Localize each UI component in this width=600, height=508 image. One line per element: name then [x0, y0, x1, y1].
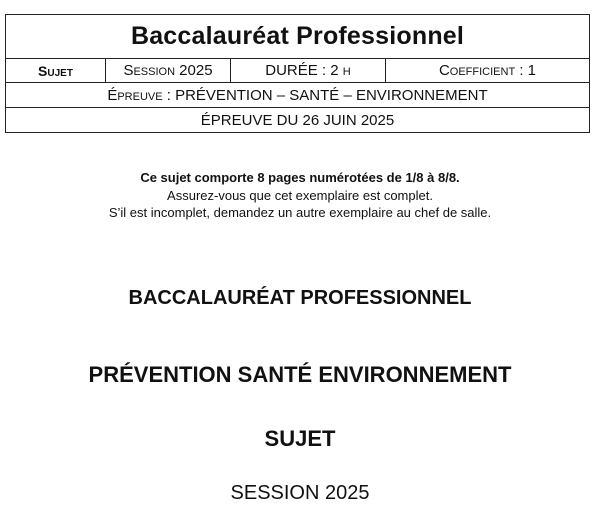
session-cell: Session 2025: [106, 59, 231, 82]
session-label: SESSION 2025: [230, 482, 370, 504]
document-kind-heading: SUJET: [264, 426, 336, 451]
diploma-heading: BACCALAURÉAT PROFESSIONNEL: [128, 287, 472, 309]
exam-date: ÉPREUVE DU 26 JUIN 2025: [200, 111, 395, 129]
exam-title: Baccalauréat Professionnel: [130, 22, 465, 50]
completeness-notice: Assurez-vous que cet exemplaire est complet.: [167, 188, 433, 203]
header-epreuve-row: [6, 83, 589, 108]
duration-cell: DURÉE : 2 h: [231, 59, 386, 82]
subject-heading: PRÉVENTION SANTÉ ENVIRONNEMENT: [88, 362, 512, 387]
page-count-notice: Ce sujet comporte 8 pages numérotées de 1/8 à 8/8.: [140, 170, 460, 185]
epreuve-label: Épreuve : PRÉVENTION – SANTÉ – ENVIRONNEMENT: [107, 86, 488, 104]
sujet-cell: Sujet: [6, 59, 106, 82]
header-title-row: [6, 15, 589, 59]
coefficient-cell: Coefficient : 1: [438, 62, 537, 79]
incomplete-instruction: S’il est incomplet, demandez un autre exemplaire au chef de salle.: [108, 205, 492, 220]
header-date-row: [6, 108, 589, 132]
header-info-row: [6, 59, 589, 83]
exam-header-table: [5, 14, 590, 133]
